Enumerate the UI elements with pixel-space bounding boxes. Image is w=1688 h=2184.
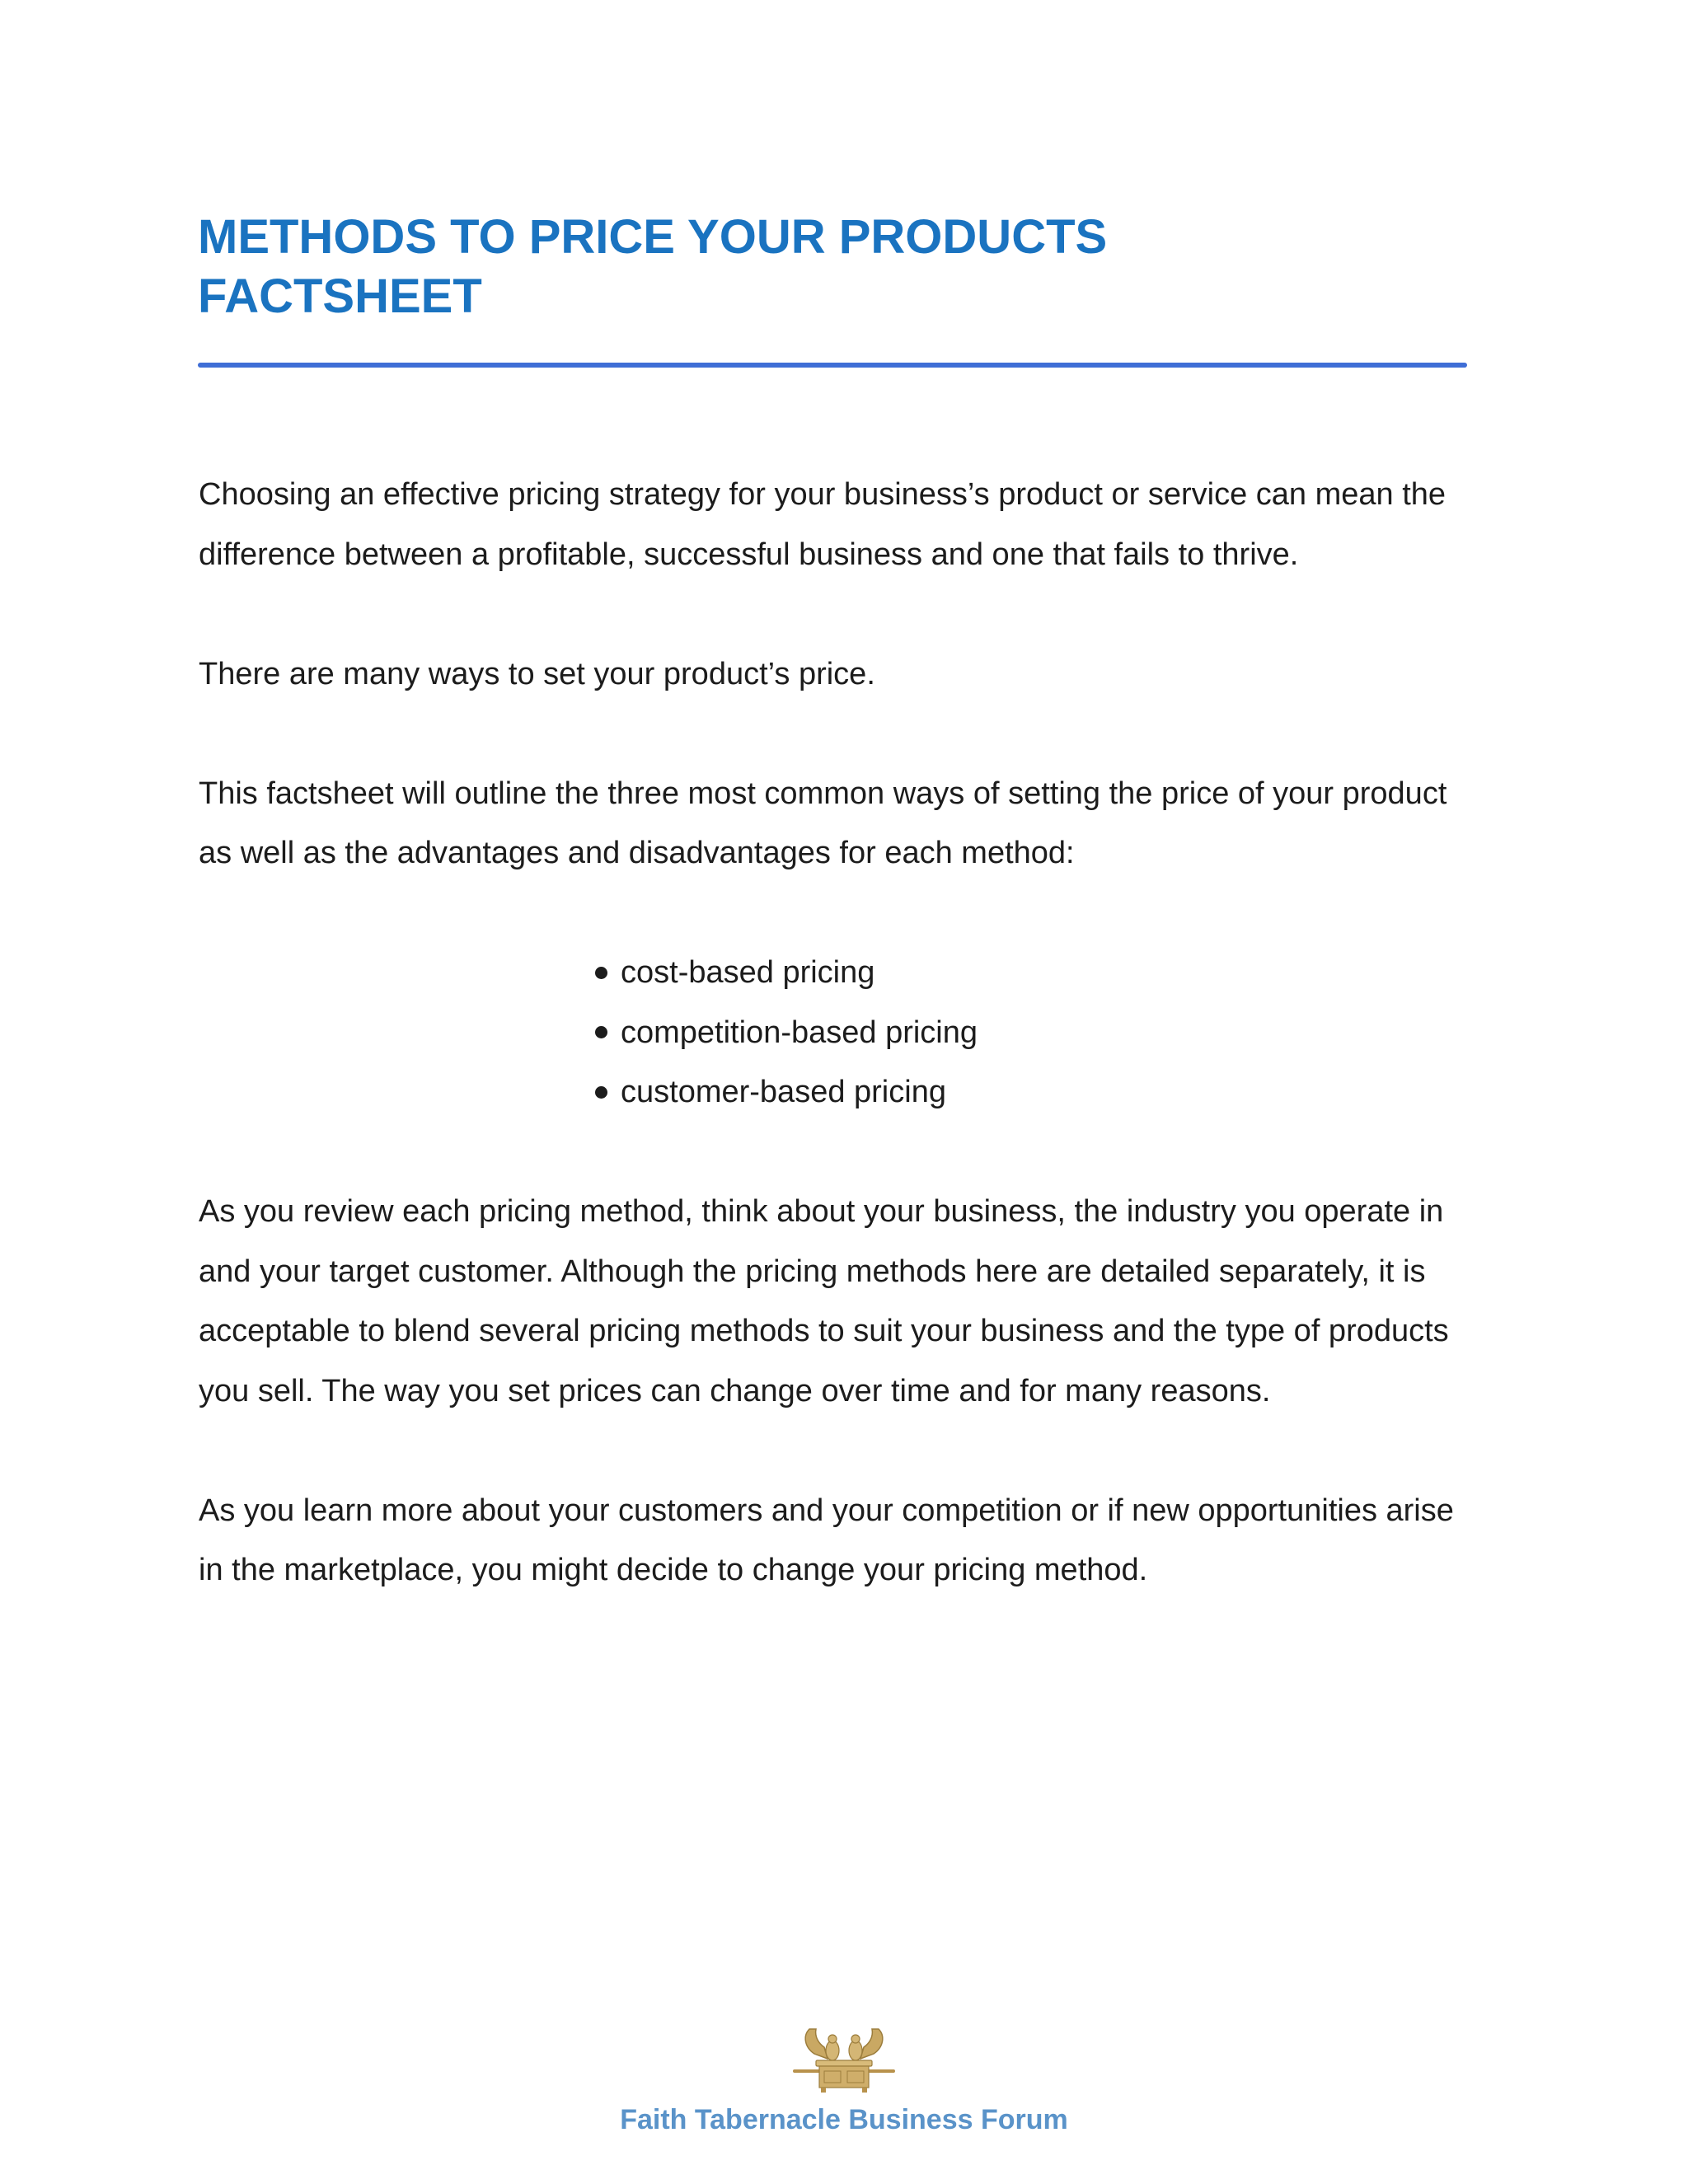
list-item xyxy=(595,1062,1484,1122)
bullet-icon xyxy=(595,967,607,979)
list-item-label: customer-based pricing xyxy=(621,1075,946,1109)
footer xyxy=(0,2018,1688,2136)
list-item xyxy=(595,943,1484,1003)
ways-paragraph: There are many ways to set your product’s price. xyxy=(199,656,875,691)
list-item-label: competition-based pricing xyxy=(621,1015,978,1050)
list-item-label: cost-based pricing xyxy=(621,955,875,990)
ark-of-covenant-icon xyxy=(786,2018,902,2097)
title-divider xyxy=(198,363,1467,368)
outline-paragraph: This factsheet will outline the three most common ways of setting the price of your product as well as the advantages and disadvantages for each method: xyxy=(199,776,1447,870)
review-paragraph: As you review each pricing method, think about your business, the industry you operate in and your target customer. Although the pricing methods here are detailed separately, it is acceptable to blend several pricing methods to suit your business and the type of products you sell. The way you set prices can change over time and for many reasons. xyxy=(199,1194,1449,1408)
change-paragraph: As you learn more about your customers and your competition or if new opportunities arise in the marketplace, you might decide to change your pricing method. xyxy=(199,1493,1454,1587)
page-title xyxy=(198,208,1434,326)
document-body xyxy=(199,465,1484,1660)
pricing-methods-list xyxy=(199,943,1484,1122)
bullet-icon xyxy=(595,1086,607,1099)
bullet-icon xyxy=(595,1026,607,1038)
page-title-line-2: FACTSHEET xyxy=(198,269,482,323)
intro-paragraph: Choosing an effective pricing strategy for your business’s product or service can mean the difference between a profitable, successful business and one that fails to thrive. xyxy=(199,477,1447,572)
page-title-line-1: METHODS TO PRICE YOUR PRODUCTS xyxy=(198,210,1108,264)
list-item xyxy=(595,1003,1484,1063)
organization-name: Faith Tabernacle Business Forum xyxy=(620,2104,1068,2135)
